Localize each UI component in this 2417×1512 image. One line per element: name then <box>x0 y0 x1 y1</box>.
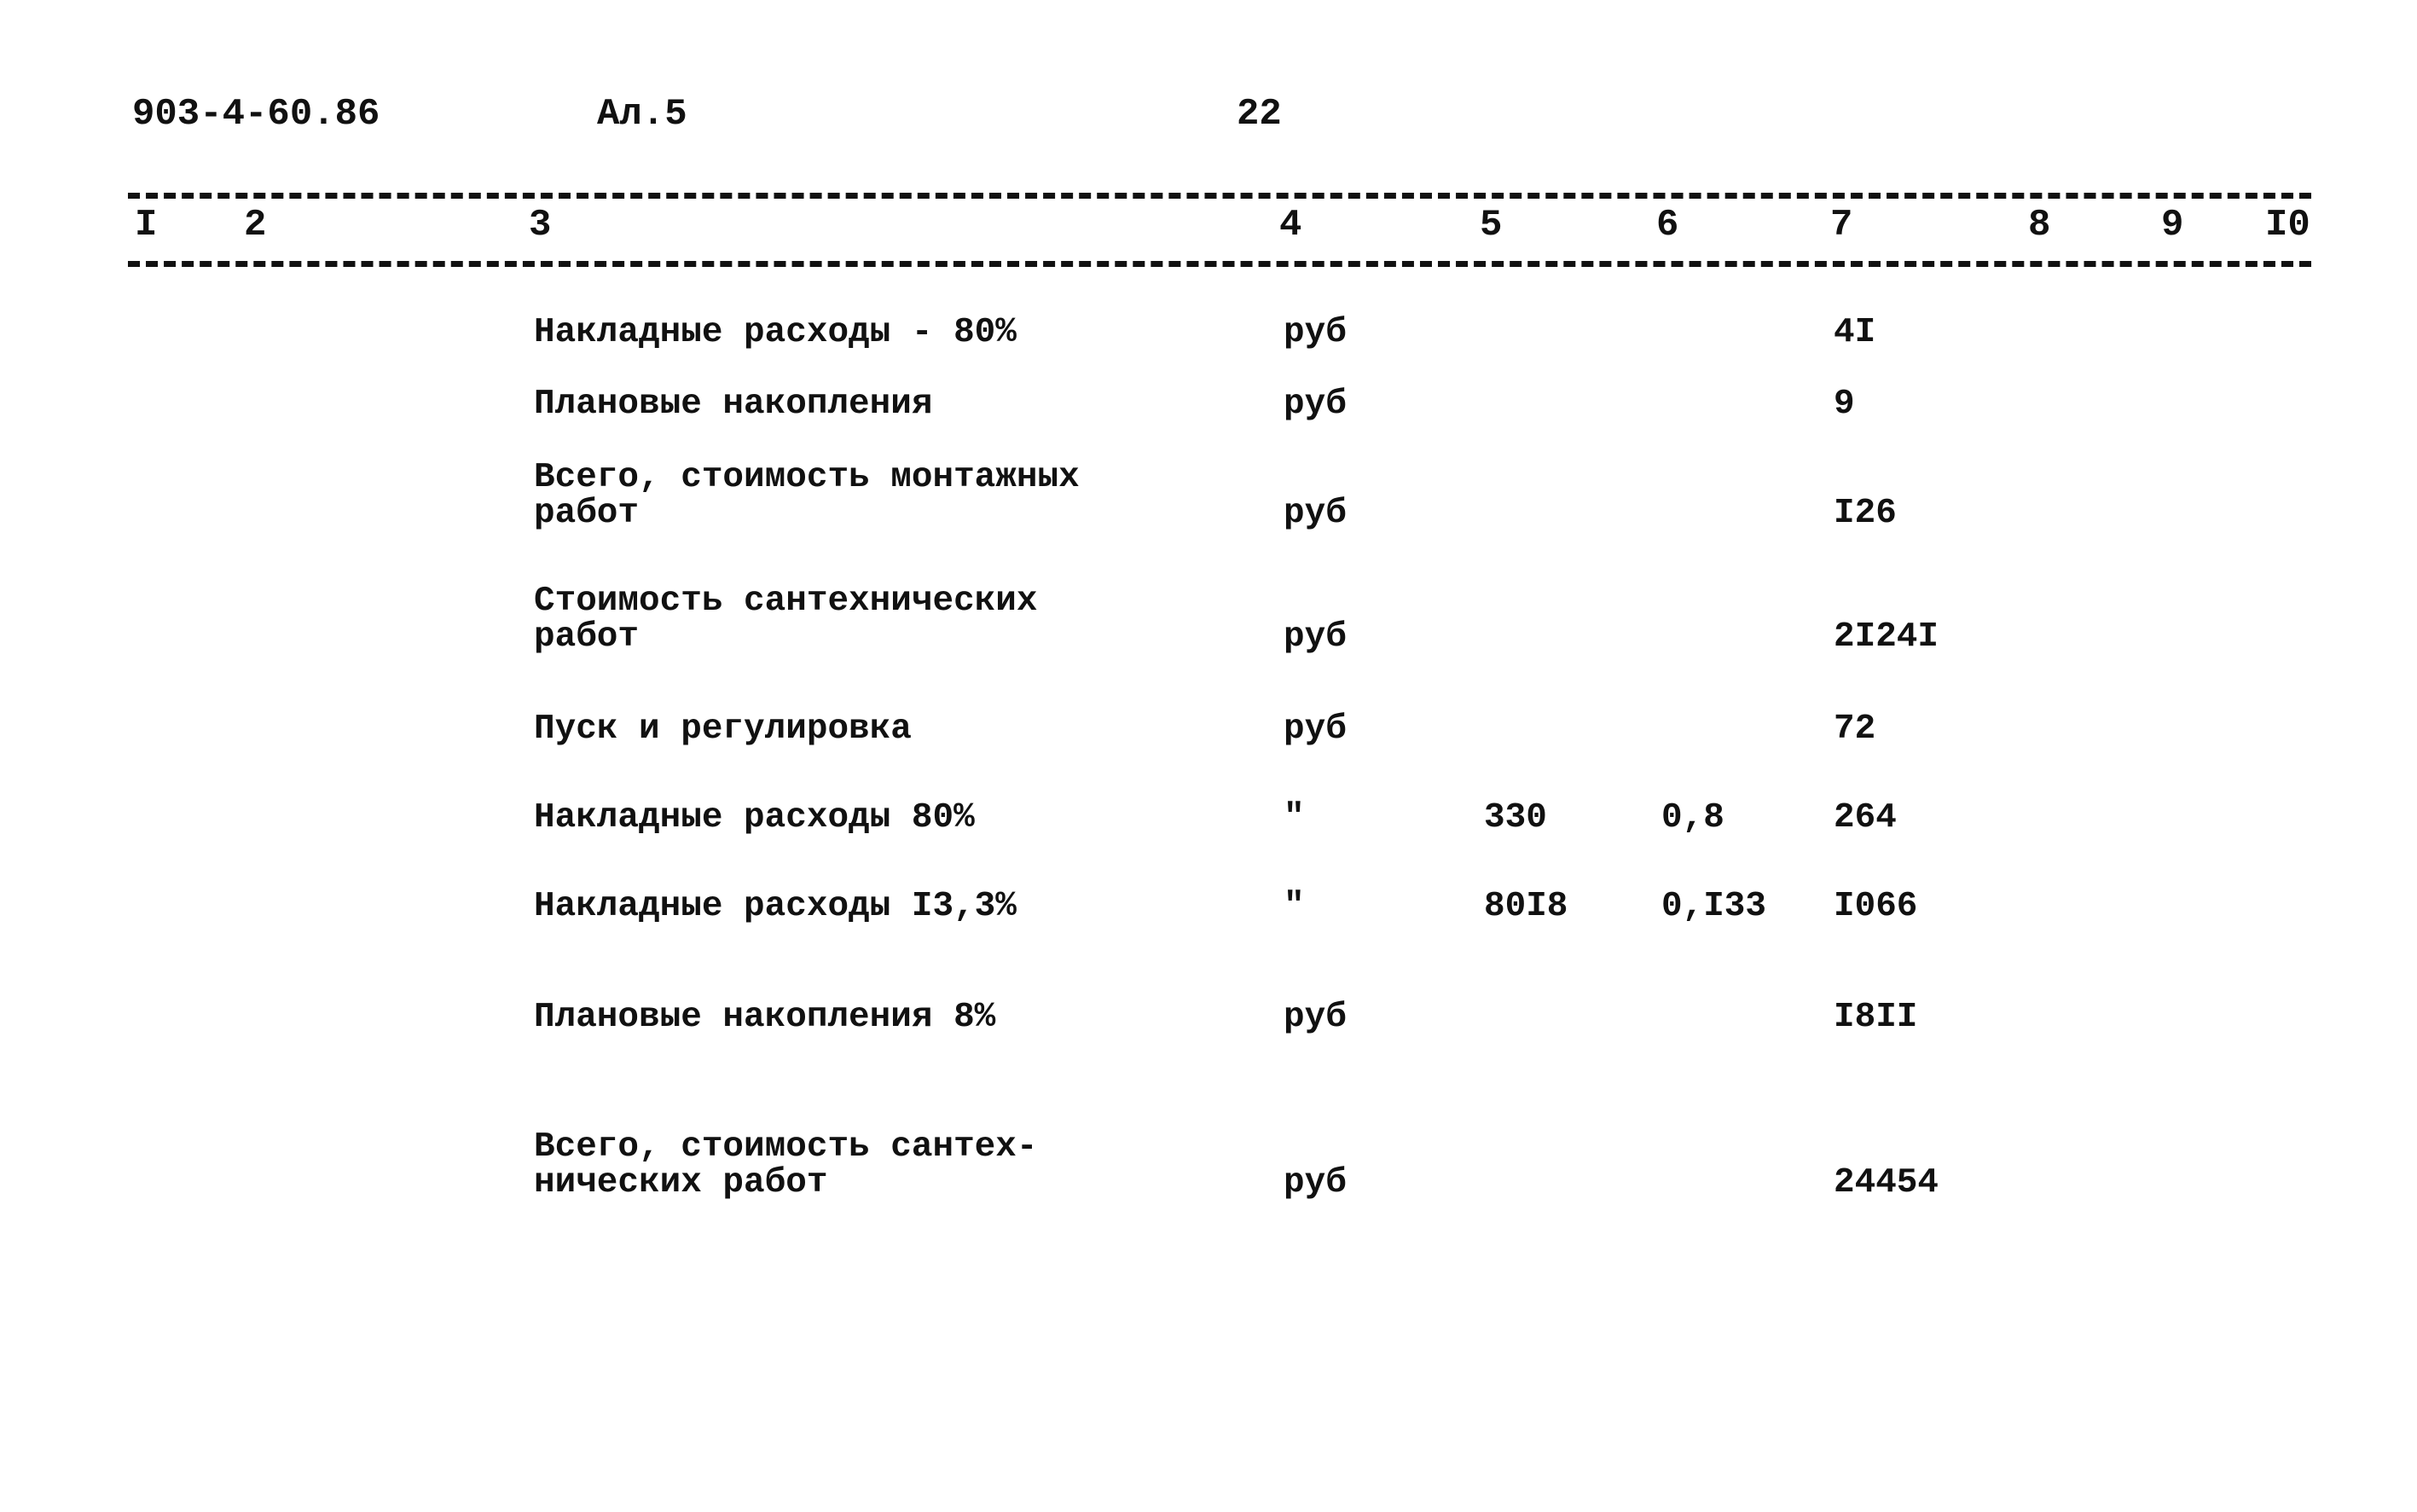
row-unit: " <box>1284 798 1305 837</box>
column-number: 5 <box>1480 204 1503 246</box>
column-number: 9 <box>2161 204 2184 246</box>
row-description: Всего, стоимость сантех- <box>534 1127 1038 1167</box>
row-unit: руб <box>1284 617 1347 657</box>
row-description: Пуск и регулировка <box>534 710 912 749</box>
row-amount: I8II <box>1834 998 1918 1037</box>
row-unit: руб <box>1284 385 1347 424</box>
row-unit: руб <box>1284 494 1347 533</box>
row-description: Накладные расходы I3,3% <box>534 887 1017 926</box>
row-unit: руб <box>1284 313 1347 352</box>
row-quantity: 80I8 <box>1484 887 1568 926</box>
column-number: 2 <box>244 204 267 246</box>
column-number: 8 <box>2028 204 2051 246</box>
row-unit: руб <box>1284 1163 1347 1202</box>
sheet-label: Ал.5 <box>597 93 687 136</box>
table-header-bottom-rule <box>128 261 2311 267</box>
row-amount: 4I <box>1834 313 1876 352</box>
row-amount: 264 <box>1834 798 1897 837</box>
row-coefficient: 0,I33 <box>1661 887 1767 926</box>
row-unit: руб <box>1284 998 1347 1037</box>
column-number: 4 <box>1279 204 1302 246</box>
row-coefficient: 0,8 <box>1661 798 1724 837</box>
row-description: Накладные расходы - 80% <box>534 313 1017 352</box>
document-code: 903-4-60.86 <box>132 93 380 136</box>
row-quantity: 330 <box>1484 798 1547 837</box>
row-description: работ <box>534 617 640 657</box>
row-amount: I26 <box>1834 494 1897 533</box>
row-description: нических работ <box>534 1163 828 1202</box>
column-number: I <box>135 204 158 246</box>
row-description: Накладные расходы 80% <box>534 798 975 837</box>
row-amount: I066 <box>1834 887 1918 926</box>
row-unit: руб <box>1284 710 1347 749</box>
row-description: Стоимость сантехнических <box>534 582 1038 621</box>
column-number: 7 <box>1830 204 1853 246</box>
page-number: 22 <box>1237 93 1282 136</box>
row-unit: " <box>1284 887 1305 926</box>
row-description: Плановые накопления 8% <box>534 998 996 1037</box>
table-header-top-rule <box>128 193 2311 199</box>
column-number: I0 <box>2265 204 2310 246</box>
column-number: 3 <box>529 204 552 246</box>
row-amount: 2I24I <box>1834 617 1939 657</box>
column-number: 6 <box>1656 204 1679 246</box>
row-amount: 9 <box>1834 385 1855 424</box>
row-amount: 72 <box>1834 710 1876 749</box>
row-description: Всего, стоимость монтажных <box>534 458 1080 497</box>
row-amount: 24454 <box>1834 1163 1939 1202</box>
row-description: Плановые накопления <box>534 385 933 424</box>
row-description: работ <box>534 494 640 533</box>
